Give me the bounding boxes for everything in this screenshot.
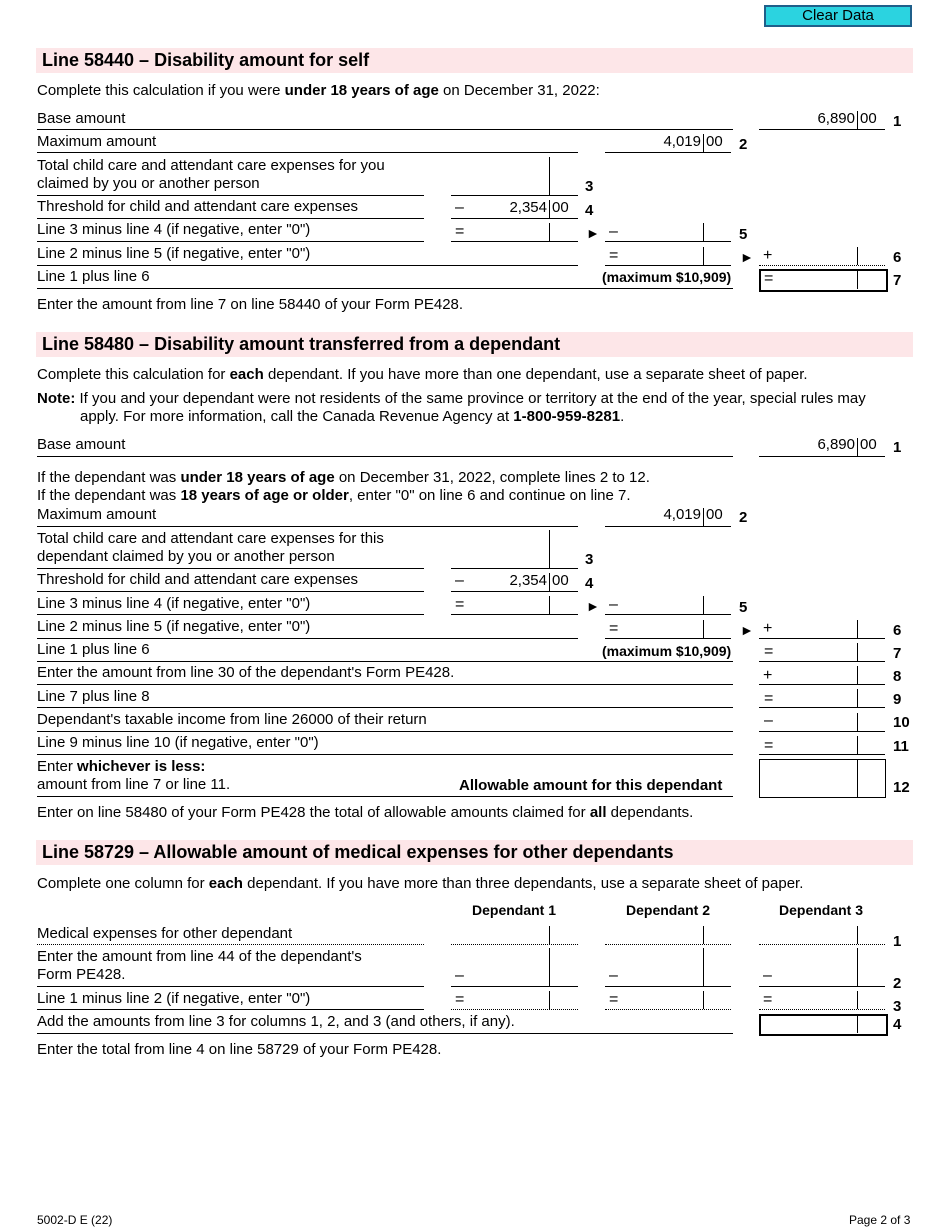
maximum-note: (maximum $10,909) (602, 269, 732, 285)
line-number: 9 (893, 691, 902, 708)
line-number: 3 (585, 551, 594, 568)
line-label: Line 3 minus line 4 (if negative, enter "0") (37, 595, 311, 612)
line-number: 2 (893, 975, 902, 992)
line-number: 2 (739, 136, 748, 153)
section-header-58729 (36, 840, 913, 865)
line-number: 6 (893, 249, 902, 266)
line-label: Enter whichever is less: (37, 758, 206, 775)
amount-cents: 00 (860, 436, 877, 453)
arrow-right-icon: ► (740, 622, 754, 638)
section-footer: Enter the amount from line 7 on line 58440 of your Form PE428. (37, 296, 464, 313)
line-label: Maximum amount (37, 133, 157, 150)
section-header-58480 (36, 332, 913, 357)
line-label: Add the amounts from line 3 for columns 1, 2, and 3 (and others, if any). (37, 1013, 515, 1030)
line-number: 10 (893, 714, 910, 731)
dependant-1-medical-input[interactable] (451, 926, 578, 944)
line-number: 5 (739, 599, 748, 616)
line-label: Enter the amount from line 44 of the dependant's (37, 948, 362, 965)
line-number: 2 (739, 509, 748, 526)
amount-dollars: 2,354 (509, 199, 547, 216)
dependant-line-30-input[interactable] (775, 666, 855, 684)
section-title: Line 58729 – Allowable amount of medical expenses for other dependants (42, 842, 674, 862)
line-label: Total child care and attendant care expenses for you (37, 157, 385, 174)
page-number: Page 2 of 3 (849, 1213, 911, 1227)
section-footer: Enter the total from line 4 on line 58729 of your Form PE428. (37, 1041, 442, 1058)
instruction: If the dependant was under 18 years of age on December 31, 2022, complete lines 2 to 12. (37, 469, 650, 486)
section-footer: Enter on line 58480 of your Form PE428 the total of allowable amounts claimed for all dependants. (37, 804, 694, 821)
line-number: 6 (893, 622, 902, 639)
line-label: Maximum amount (37, 506, 157, 523)
arrow-right-icon: ► (740, 249, 754, 265)
line-label: Line 1 minus line 2 (if negative, enter "0") (37, 990, 311, 1007)
line-label: dependant claimed by you or another person (37, 548, 335, 565)
section-header-58440 (36, 48, 913, 73)
line-number: 4 (585, 202, 594, 219)
line-label: Line 2 minus line 5 (if negative, enter "0") (37, 618, 311, 635)
line-number: 1 (893, 933, 902, 950)
dependant-3-medical-input[interactable] (759, 926, 885, 944)
line-number: 4 (585, 575, 594, 592)
line-4-total-box[interactable] (759, 1014, 888, 1036)
line-label: Dependant's taxable income from line 26000 of their return (37, 711, 427, 728)
line-number: 1 (893, 113, 902, 130)
dependant-child-care-expenses-input[interactable] (451, 548, 578, 568)
amount-dollars: 6,890 (817, 110, 855, 127)
line-number: 11 (893, 738, 909, 755)
amount-cents: 00 (552, 572, 569, 589)
line-label: Form PE428. (37, 966, 126, 983)
line-label: Base amount (37, 436, 126, 453)
arrow-right-icon: ► (586, 225, 600, 241)
column-header: Dependant 1 (472, 902, 557, 918)
arrow-right-icon: ► (586, 598, 600, 614)
amount-cents: 00 (860, 110, 877, 127)
section-title: Line 58480 – Disability amount transferred from a dependant (42, 334, 561, 354)
line-label: Threshold for child and attendant care expenses (37, 198, 359, 215)
dependant-taxable-income-input[interactable] (775, 713, 855, 731)
amount-dollars: 2,354 (509, 572, 547, 589)
line-7-total-box[interactable] (759, 269, 888, 292)
amount-cents: 00 (706, 506, 723, 523)
line-number: 7 (893, 645, 902, 662)
line-number: 7 (893, 272, 902, 289)
line-number: 1 (893, 439, 902, 456)
instruction: If the dependant was 18 years of age or older, enter "0" on line 6 and continue on line 7. (37, 487, 631, 504)
line-label: Line 3 minus line 4 (if negative, enter "0") (37, 221, 311, 238)
section-intro: Complete this calculation for each dependant. If you have more than one dependant, use a separate sheet of paper. (37, 366, 808, 383)
line-label: Line 2 minus line 5 (if negative, enter "0") (37, 245, 311, 262)
section-intro: Complete one column for each dependant. If you have more than three dependants, use a separate sheet of paper. (37, 875, 804, 892)
line-label: Line 1 plus line 6 (37, 641, 150, 658)
dependant-2-medical-input[interactable] (605, 926, 731, 944)
line-label: amount from line 7 or line 11. (37, 776, 231, 793)
line-label: Total child care and attendant care expenses for this (37, 530, 384, 547)
amount-cents: 00 (706, 133, 723, 150)
child-care-expenses-input[interactable] (451, 175, 578, 195)
line-label: claimed by you or another person (37, 175, 260, 192)
clear-data-button[interactable]: Clear Data (764, 5, 912, 27)
section-title: Line 58440 – Disability amount for self (42, 50, 370, 70)
line-label: Base amount (37, 110, 126, 127)
amount-cents: 00 (552, 199, 569, 216)
note: Note: If you and your dependant were not residents of the same province or territory at the end of the year, special rules may (37, 390, 866, 407)
line-label: Medical expenses for other dependant (37, 925, 293, 942)
amount-dollars: 4,019 (663, 506, 701, 523)
column-header: Dependant 3 (779, 902, 864, 918)
line-label: Line 7 plus line 8 (37, 688, 150, 705)
amount-dollars: 4,019 (663, 133, 701, 150)
line-number: 12 (893, 779, 910, 796)
section-intro: Complete this calculation if you were under 18 years of age on December 31, 2022: (37, 82, 600, 99)
line-number: 4 (893, 1016, 902, 1033)
amount-dollars: 6,890 (817, 436, 855, 453)
maximum-note: (maximum $10,909) (602, 643, 732, 659)
line-number: 5 (739, 226, 748, 243)
note-continued: apply. For more information, call the Canada Revenue Agency at 1-800-959-8281. (80, 408, 625, 425)
line-number: 3 (585, 178, 594, 195)
line-label: Threshold for child and attendant care expenses (37, 571, 359, 588)
line-number: 8 (893, 668, 902, 685)
allowable-amount-box[interactable] (759, 759, 886, 798)
column-header: Dependant 2 (626, 902, 711, 918)
form-code: 5002-D E (22) (37, 1213, 113, 1227)
line-label: Line 1 plus line 6 (37, 268, 150, 285)
line-label: Enter the amount from line 30 of the dependant's Form PE428. (37, 664, 455, 681)
allowable-amount-label: Allowable amount for this dependant (459, 777, 723, 794)
line-label: Line 9 minus line 10 (if negative, enter "0") (37, 734, 319, 751)
line-number: 3 (893, 998, 902, 1015)
